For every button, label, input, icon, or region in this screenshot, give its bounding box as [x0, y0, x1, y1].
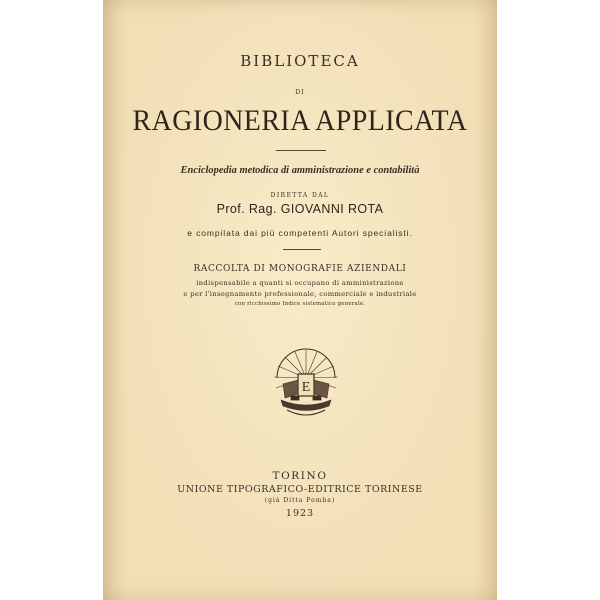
collection-description: indispensabile a quanti si occupano di amministrazione: [196, 279, 404, 287]
director-name: Prof. Rag. GIOVANNI ROTA: [216, 202, 384, 216]
collection-description: con ricchissimo Indice sistematico generale.: [234, 301, 366, 307]
collection-description: e per l'insegnamento professionale, commerciale e industriale: [183, 290, 417, 298]
imprint-publisher: UNIONE TIPOGRAFICO-EDITRICE TORINESE: [177, 484, 423, 495]
book-subtitle: Enciclopedia metodica di amministrazione e contabilità: [180, 164, 420, 176]
series-connector: DI: [295, 89, 305, 96]
collection-title: RACCOLTA DI MONOGRAFIE AZIENDALI: [193, 264, 407, 274]
series-name: BIBLIOTECA: [240, 52, 360, 70]
divider-rule: [283, 249, 321, 250]
directed-by-label: DIRETTA DAL: [270, 192, 330, 199]
book-title: RAGIONERIA APPLICATA: [132, 104, 468, 137]
svg-text:E: E: [301, 380, 311, 395]
divider-rule: [276, 150, 326, 151]
compiled-by-note: e compilata dai più competenti Autori specialisti.: [187, 228, 413, 238]
imprint-year: 1923: [285, 508, 315, 519]
imprint-city: TORINO: [272, 470, 328, 482]
publisher-seal-icon: [271, 348, 341, 426]
title-page: [103, 0, 497, 600]
imprint-formerly: (già Ditta Pomba): [264, 497, 336, 504]
